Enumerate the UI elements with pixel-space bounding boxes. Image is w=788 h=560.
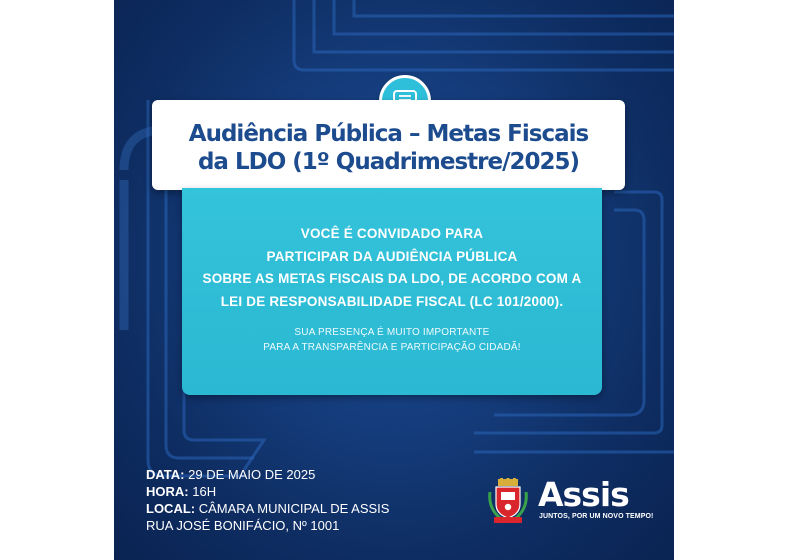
invitation-line: VOCÊ É CONVIDADO PARA [300, 226, 484, 241]
title-line-1: Audiência Pública – Metas Fiscais [188, 121, 589, 147]
date-row [146, 466, 389, 483]
invitation-text [182, 223, 602, 313]
title-card [152, 100, 625, 190]
place-value: CÂMARA MUNICIPAL DE ASSIS [198, 501, 390, 516]
place-label: LOCAL: [146, 501, 196, 516]
brand-name: Assis [538, 475, 629, 514]
place-row [146, 500, 389, 517]
city-crest-icon [488, 478, 528, 524]
event-poster [114, 0, 674, 560]
title-line-2: da LDO (1º Quadrimestre/2025) [197, 149, 580, 175]
invitation-line: LEI DE RESPONSABILIDADE FISCAL (LC 101/2000). [220, 293, 564, 309]
time-row [146, 483, 389, 500]
subtext-line: SUA PRESENÇA É MUITO IMPORTANTE [294, 327, 490, 338]
address-row [146, 517, 389, 534]
address-value: RUA JOSÉ BONIFÁCIO, Nº 1001 [146, 518, 340, 533]
time-value: 16H [192, 484, 217, 499]
event-details [146, 466, 389, 534]
brand-slogan: JUNTOS, POR UM NOVO TEMPO! [539, 513, 654, 520]
subtext-line: PARA A TRANSPARÊNCIA E PARTICIPAÇÃO CIDADÃ! [263, 341, 521, 353]
time-label: HORA: [146, 484, 189, 499]
city-logo [538, 475, 654, 521]
invitation-line: SOBRE AS METAS FISCAIS DA LDO, DE ACORDO COM A [202, 271, 582, 286]
invitation-subtext [182, 326, 602, 355]
date-label: DATA: [146, 467, 185, 482]
date-value: 29 DE MAIO DE 2025 [188, 467, 316, 482]
invitation-card [182, 188, 602, 395]
invitation-line: PARTICIPAR DA AUDIÊNCIA PÚBLICA [266, 248, 518, 264]
